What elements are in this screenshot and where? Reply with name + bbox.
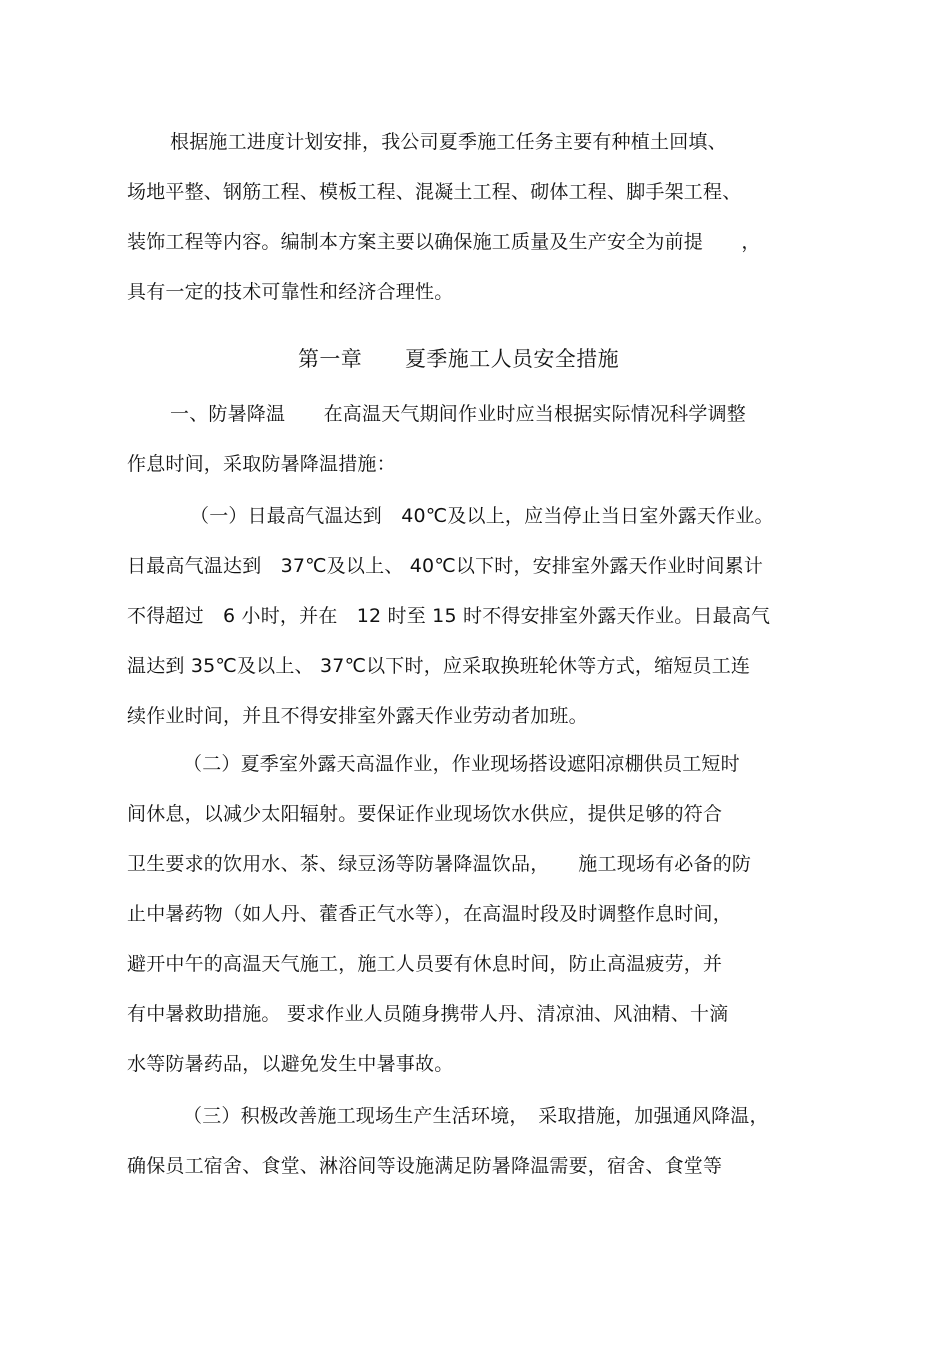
item-line: （一）日最高气温达到 40℃及以上，应当停止当日室外露天作业。 [190, 505, 774, 527]
item-line: （三）积极改善施工现场生产生活环境， 采取措施，加强通风降温， [183, 1105, 769, 1127]
section-line: 作息时间，采取防暑降温措施： [127, 453, 396, 475]
item-line: 水等防暑药品，以避免发生中暑事故。 [127, 1053, 454, 1075]
item-line: 确保员工宿舍、食堂、淋浴间等设施满足防暑降温需要，宿舍、食堂等 [127, 1155, 723, 1177]
intro-line: 具有一定的技术可靠性和经济合理性。 [127, 281, 454, 303]
item-line: 避开中午的高温天气施工，施工人员要有休息时间，防止高温疲劳，并 [127, 953, 723, 975]
intro-line: 根据施工进度计划安排，我公司夏季施工任务主要有种植土回填、 [170, 131, 727, 153]
item-line: 不得超过 6 小时，并在 12 时至 15 时不得安排室外露天作业。日最高气 [127, 605, 771, 627]
intro-line: 场地平整、钢筋工程、模板工程、混凝土工程、砌体工程、脚手架工程、 [127, 181, 742, 203]
section-line: 一、防暑降温 在高温天气期间作业时应当根据实际情况科学调整 [170, 403, 747, 425]
item-line: 续作业时间，并且不得安排室外露天作业劳动者加班。 [127, 705, 588, 727]
item-line: （二）夏季室外露天高温作业，作业现场搭设遮阳凉棚供员工短时 [183, 753, 740, 775]
item-line: 止中暑药物（如人丹、藿香正气水等），在高温时段及时调整作息时间， [127, 903, 732, 925]
item-line: 有中暑救助措施。 要求作业人员随身携带人丹、清凉油、风油精、十滴 [127, 1003, 729, 1025]
item-line: 间休息，以减少太阳辐射。要保证作业现场饮水供应，提供足够的符合 [127, 803, 723, 825]
intro-line: 装饰工程等内容。编制本方案主要以确保施工质量及生产安全为前提 ， [127, 231, 761, 253]
item-line: 卫生要求的饮用水、茶、绿豆汤等防暑降温饮品， 施工现场有必备的防 [127, 853, 752, 875]
chapter-title: 第一章 夏季施工人员安全措施 [298, 347, 619, 371]
item-line: 日最高气温达到 37℃及以上、 40℃以下时，安排室外露天作业时间累计 [127, 555, 764, 577]
item-line: 温达到 35℃及以上、 37℃以下时，应采取换班轮休等方式，缩短员工连 [127, 655, 751, 677]
